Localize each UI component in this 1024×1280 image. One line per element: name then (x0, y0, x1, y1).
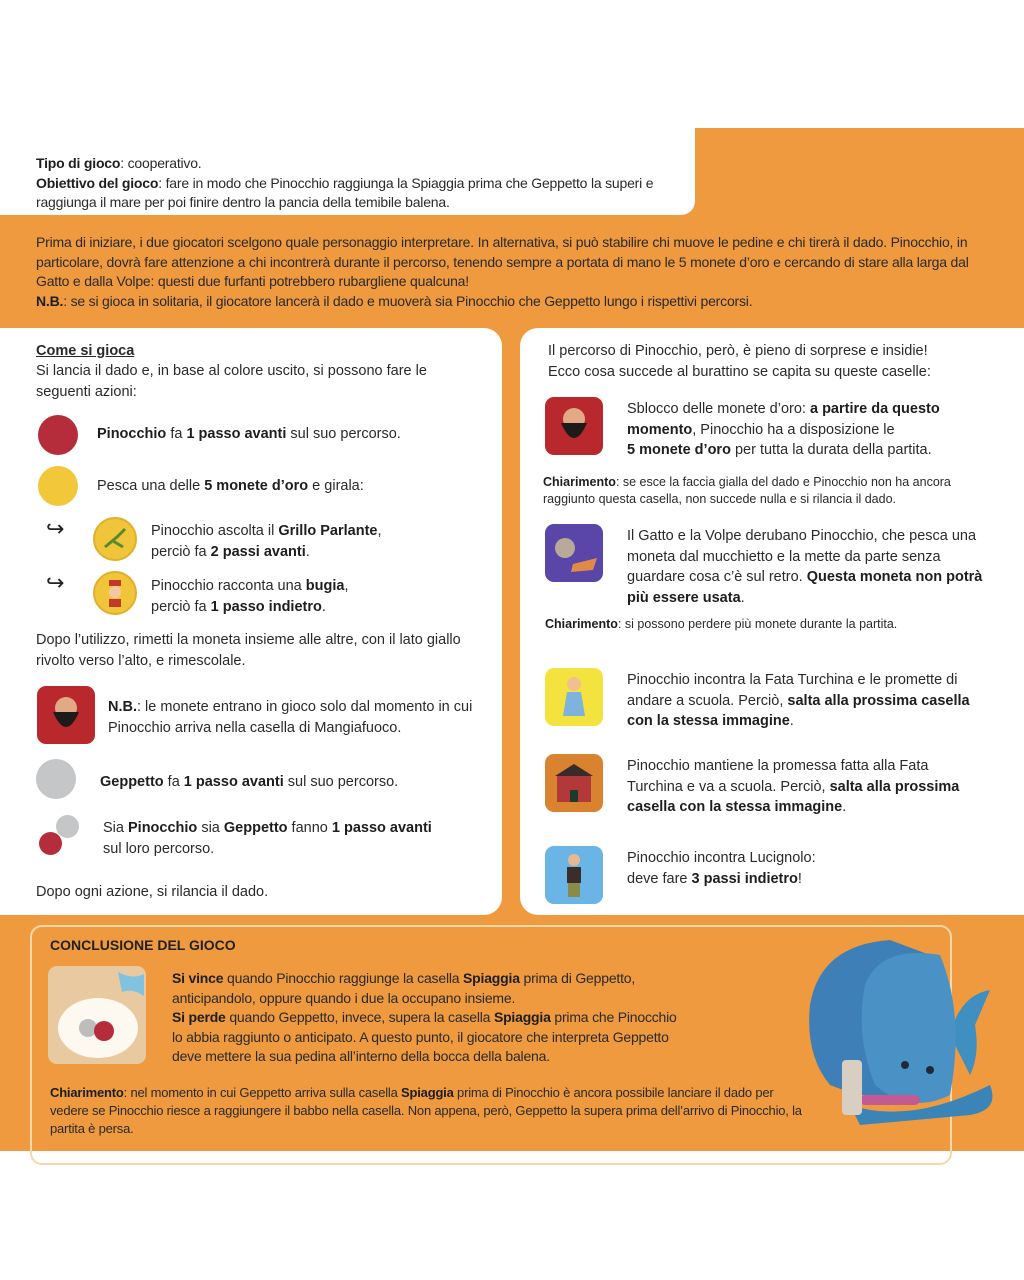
path-intro (548, 341, 931, 382)
text-line (545, 617, 897, 631)
bold-text: salta alla prossima casella con la stessa immagine (627, 692, 970, 729)
bold-text: Si perde (172, 1009, 226, 1025)
text: Il percorso di Pinocchio, però, è pieno di sorprese e insidie! Ecco cosa succede al burattino se capita su queste caselle: (548, 343, 931, 380)
text: : si possono perdere più monete durante la partita. (617, 617, 898, 631)
school-text (627, 756, 987, 818)
text: . (740, 589, 745, 606)
school-tile-icon (545, 754, 603, 812)
bold-text: Grillo Parlante (278, 523, 378, 539)
text-line (36, 292, 996, 312)
bold-text: 3 passi indietro (691, 870, 798, 887)
text: fanno (287, 820, 332, 836)
intro-text (36, 154, 696, 213)
text: Pinocchio ascolta il (151, 523, 279, 539)
text: , perciò fa (151, 578, 349, 615)
text: prima di Pinocchio è ancora possibile lanciare il dado per vedere se Pinocchio riesce a raggiungere il babbo nella casella. Non appena, però, Geppetto la supera prima dell’arrivo di Pinocchio, la partita è persa. (50, 1085, 802, 1136)
gray-die-face-icon (36, 759, 76, 799)
reroll-text (36, 882, 268, 903)
text-line (36, 154, 696, 174)
text: Pinocchio racconta una (151, 578, 306, 594)
bold-text: 1 passo indietro (210, 598, 322, 615)
bold-text: bugia (305, 578, 345, 594)
text: : se si gioca in solitaria, il giocatore lancerà il dado e muoverà sia Pinocchio che Geppetto lungo i rispettivi percorsi. (63, 292, 753, 309)
gray-action (100, 772, 398, 793)
bold-text: Geppetto (100, 774, 164, 790)
text: per tutta la durata della partita. (730, 442, 932, 458)
text: Pinocchio mantiene la promessa fatta alla Fata Turchina e va a scuola. Perciò, (627, 758, 929, 795)
text-line (97, 426, 401, 442)
text: fa (166, 426, 187, 442)
text: Pesca una delle (97, 478, 205, 494)
text: sul suo percorso. (286, 426, 401, 442)
text-line (36, 884, 268, 900)
bold-text: 2 passi avanti (210, 543, 306, 560)
bold-text: 1 passo avanti (186, 426, 287, 442)
text-line (543, 475, 951, 506)
bold-text: Spiaggia (401, 1085, 454, 1100)
text: sul suo percorso. (283, 774, 399, 790)
text-line (151, 523, 382, 560)
text: . (789, 713, 794, 729)
text-line (100, 774, 398, 790)
nb-coins-text (108, 697, 488, 738)
text: quando Pinocchio raggiunge la casella (223, 970, 464, 986)
both-action (103, 818, 432, 859)
setup-text (36, 233, 996, 311)
clarification-1 (543, 474, 1003, 508)
bold-text: Geppetto (223, 820, 288, 836)
mangiafuoco-tile-icon (37, 686, 95, 744)
text-line (97, 478, 364, 494)
bold-text: Questa moneta non potrà più essere usata (627, 569, 983, 606)
bold-text: Chiarimento (543, 475, 616, 489)
bold-text: salta alla prossima casella con la stessa immagine (627, 778, 960, 815)
text: Si lancia il dado e, in base al colore uscito, si possono fare le seguenti azioni: (36, 363, 427, 400)
bold-text: N.B. (108, 699, 137, 715)
text: Pinocchio incontra la Fata Turchina e le promette di andare a scuola. Perciò, (627, 672, 958, 709)
bold-text: Obiettivo del gioco (36, 174, 159, 191)
bold-text: a partire da questo momento (627, 401, 940, 438)
text: . (321, 598, 326, 615)
text: . (305, 543, 310, 560)
text-line (627, 850, 816, 887)
text-line (36, 233, 996, 292)
text: prima che Pinocchio lo abbia raggiunto o anticipato. A questo punto, il giocatore che interpreta Geppetto deve mettere la sua pedina all’interno della bocca della balena. (172, 1009, 677, 1064)
text: : se esce la faccia gialla del dado e Pinocchio non ha ancora raggiunto questa casella, non succede nulla e si rilancia il dado. (543, 475, 951, 506)
text: : le monete entrano in gioco solo dal momento in cui Pinocchio arriva nella casella di Mangiafuoco. (108, 699, 473, 736)
text: Prima di iniziare, i due giocatori scelgono quale personaggio interpretare. In alternativa, si può stabilire chi muove le pedine e chi tirerà il dado. Pinocchio, in particolare, dovrà fare attenzione a chi incontrerà durante il percorso, tenendo sempre a portata di mano le 5 monete d’oro e cercando di stare alla larga dal Gatto e dalla Volpe: questi due furfanti potrebbero rubargliene qualcuna! (36, 234, 969, 289)
text-line (627, 758, 959, 815)
bold-text: 5 monete d’oro (627, 442, 731, 458)
text: ! (797, 870, 802, 887)
conclusion-title: CONCLUSIONE DEL GIOCO (50, 937, 236, 953)
text: Sblocco delle monete d’oro: (627, 401, 810, 417)
text-line (151, 578, 348, 615)
text-line (103, 820, 432, 857)
text: Il Gatto e la Volpe derubano Pinocchio, che pesca una moneta dal mucchietto e la mette da parte senza guardare cosa c’è sul retro. (627, 528, 977, 585)
text-line (548, 343, 931, 380)
text: fa (163, 774, 184, 790)
how-to-play-title: Come si gioca (36, 343, 135, 359)
text: : nel momento in cui Geppetto arriva sulla casella (123, 1085, 402, 1100)
text: Dopo ogni azione, si rilancia il dado. (36, 884, 269, 900)
fata-turchina-text (627, 670, 987, 732)
curved-arrow-icon: ↪ (46, 570, 65, 595)
gray-die-face-icon (56, 815, 79, 838)
bold-text: N.B. (36, 292, 64, 309)
text-line (627, 528, 982, 606)
clarification-2 (545, 616, 1005, 633)
bold-text: Tipo di gioco (36, 155, 121, 171)
lucignolo-tile-icon (545, 846, 603, 904)
beach-tile-icon (48, 966, 146, 1064)
bold-text: Chiarimento (545, 617, 618, 631)
text: : cooperativo. (120, 155, 202, 171)
gatto-volpe-text (627, 526, 987, 608)
yellow-die-face-icon (38, 466, 78, 506)
text: Dopo l’utilizzo, rimetti la moneta insieme alle altre, con il lato giallo rivolto verso l’alto, e rimescolale. (36, 632, 461, 669)
text-line (50, 1085, 802, 1136)
how-intro (36, 361, 476, 402)
conclusion-clarification (50, 1084, 810, 1138)
text: Sia (103, 820, 128, 836)
red-action (97, 424, 401, 445)
grillo-coin-icon (93, 517, 137, 561)
red-die-face-icon (38, 415, 78, 455)
after-use-text (36, 630, 486, 671)
text: Pinocchio incontra Lucignolo: deve fare (627, 850, 816, 887)
bold-text: Si vince (172, 970, 224, 986)
bold-text: Pinocchio (97, 426, 167, 442)
whale-illustration (790, 925, 1020, 1150)
bold-text: Spiaggia (493, 1009, 551, 1025)
yellow-action (97, 476, 364, 497)
text: sia (197, 820, 224, 836)
text: , Pinocchio ha a disposizione le (692, 421, 895, 438)
text-line (36, 363, 427, 400)
fata-turchina-tile-icon (545, 668, 603, 726)
win-lose-text (172, 969, 792, 1067)
lucignolo-text (627, 848, 816, 889)
text-line (172, 970, 677, 1064)
bold-text: Pinocchio (128, 820, 198, 836)
pinocchio-coin-icon (93, 571, 137, 615)
bold-text: 1 passo avanti (331, 820, 432, 836)
text: sul loro percorso. (103, 840, 215, 857)
bold-text: Spiaggia (463, 970, 520, 986)
bold-text: 5 monete d’oro (204, 478, 309, 494)
text: quando Geppetto, invece, supera la casella (225, 1009, 494, 1025)
text: , perciò fa (151, 523, 382, 560)
text: prima di Geppetto, anticipandolo, oppure quando i due la occupano insieme. (172, 970, 636, 1006)
bugia-action (151, 576, 348, 617)
text: e girala: (308, 478, 364, 494)
text-line (36, 174, 696, 213)
mangiafuoco-tile-icon (545, 397, 603, 455)
text-line (36, 632, 461, 669)
gatto-volpe-tile-icon (545, 524, 603, 582)
curved-arrow-icon: ↪ (46, 516, 65, 541)
text-line (108, 699, 472, 736)
grillo-action (151, 521, 382, 562)
text: . (842, 799, 847, 815)
text: : fare in modo che Pinocchio raggiunga la Spiaggia prima che Geppetto la superi e raggiunga il mare per poi finire dentro la pancia della temibile balena. (36, 174, 654, 210)
bold-text: Chiarimento (50, 1085, 124, 1100)
bold-text: 1 passo avanti (183, 774, 284, 790)
red-die-face-icon (39, 832, 62, 855)
text-line (627, 401, 940, 458)
mangiafuoco-text (627, 399, 987, 461)
text-line (627, 672, 970, 729)
